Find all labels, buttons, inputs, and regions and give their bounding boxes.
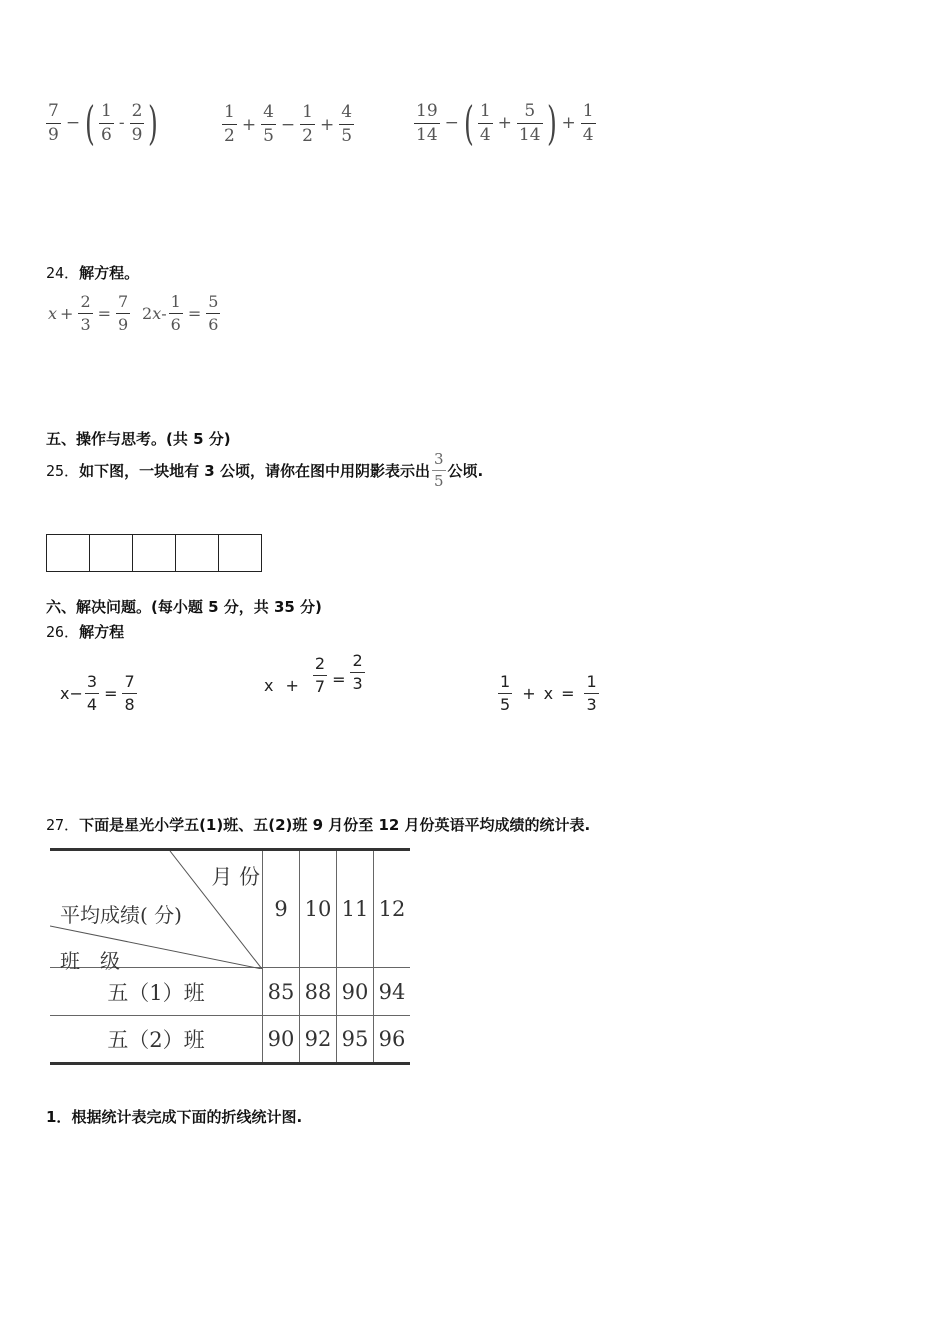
month-header: 10 <box>300 850 337 968</box>
fraction: $\frac{2}{9}$ <box>131 100 143 145</box>
land-cell[interactable] <box>133 535 176 571</box>
score-cell: 85 <box>263 968 300 1016</box>
header-class-label: 班 级 <box>60 949 120 973</box>
class-name-cell: 五（1）班 <box>50 968 263 1016</box>
table-row <box>50 968 410 1016</box>
table-header-row <box>50 850 410 968</box>
right-paren: ) <box>148 96 159 150</box>
fraction: $\frac{3}{5}$ <box>433 450 444 490</box>
operator: − <box>280 114 296 135</box>
fraction: $\frac{19}{14}$ <box>416 100 438 145</box>
fraction: $\frac{1}{6}$ <box>170 292 181 334</box>
score-cell: 92 <box>300 1016 337 1064</box>
fraction: $\frac{4}{5}$ <box>263 102 274 146</box>
month-header: 12 <box>374 850 411 968</box>
fraction: $\frac{4}{5}$ <box>341 102 353 146</box>
fraction: $\frac{2}{7}$ <box>314 654 326 696</box>
right-paren: ) <box>546 96 557 150</box>
fraction: $\frac{1}{2}$ <box>302 102 313 146</box>
question-25: 25． 如下图，一块地有 3 公顷，请你在图中用阴影表示出 $\frac{3}{5}$ 公顷. <box>46 450 484 490</box>
operator: + <box>497 113 512 133</box>
month-header: 11 <box>337 850 374 968</box>
section-6-title: 六、解决问题。(每小题 5 分，共 35 分) <box>46 598 322 616</box>
question-26-heading: 26．解方程 <box>46 623 125 641</box>
fraction: $\frac{1}{2}$ <box>224 102 235 146</box>
expression-3 <box>412 96 598 150</box>
land-cell[interactable] <box>90 535 133 571</box>
fraction: $\frac{1}{3}$ <box>586 672 597 714</box>
fraction: $\frac{1}{5}$ <box>500 672 511 714</box>
operator: + <box>561 113 576 133</box>
operator: + <box>241 114 257 135</box>
fraction: $\frac{7}{8}$ <box>124 672 135 714</box>
operator: − <box>444 113 459 133</box>
header-score-label: 平均成绩( 分) <box>60 903 182 927</box>
fraction: $\frac{1}{6}$ <box>101 100 112 145</box>
operator: + <box>319 114 335 135</box>
operator: - <box>118 113 125 133</box>
question-27-text: 27．下面是星光小学五(1)班、五(2)班 9 月份至 12 月份英语平均成绩的统计表. <box>46 816 591 834</box>
score-cell: 95 <box>337 1016 374 1064</box>
score-cell: 90 <box>337 968 374 1016</box>
score-cell: 94 <box>374 968 411 1016</box>
question-24-equation-1: x + $\frac{2}{3}$ = $\frac{7}{9}$ <box>48 292 129 334</box>
land-cell[interactable] <box>219 535 261 571</box>
month-header: 9 <box>263 850 300 968</box>
expression-1 <box>44 96 160 150</box>
question-27-sub-1: 1．根据统计表完成下面的折线统计图. <box>46 1108 303 1126</box>
question-24-equation-2: 2 x - $\frac{1}{6}$ = $\frac{5}{6}$ <box>142 292 219 334</box>
fraction: $\frac{7}{9}$ <box>118 292 129 334</box>
table-row <box>50 1016 410 1064</box>
fraction: $\frac{5}{14}$ <box>518 100 541 145</box>
score-cell: 96 <box>374 1016 411 1064</box>
fraction: $\frac{5}{6}$ <box>208 292 219 334</box>
score-table-wrapper <box>50 848 410 1065</box>
operator: − <box>65 113 81 133</box>
question-26-equation-3: $\frac{1}{5}$ + x = $\frac{1}{3}$ <box>500 672 597 714</box>
score-table <box>50 848 410 1065</box>
fraction: $\frac{7}{9}$ <box>48 100 59 145</box>
land-cell[interactable] <box>47 535 90 571</box>
fraction: $\frac{2}{3}$ <box>352 651 363 693</box>
expression-2 <box>220 104 356 145</box>
question-26-equation-1: x − $\frac{3}{4}$ = $\frac{7}{8}$ <box>60 672 135 714</box>
class-name-cell: 五（2）班 <box>50 1016 263 1064</box>
score-cell: 88 <box>300 968 337 1016</box>
land-cell[interactable] <box>176 535 219 571</box>
land-grid[interactable] <box>46 534 262 572</box>
fraction: $\frac{1}{4}$ <box>479 100 491 145</box>
section-5-title: 五、操作与思考。(共 5 分) <box>46 430 231 448</box>
diagonal-header-cell <box>50 850 263 973</box>
question-24-heading: 24．解方程。 <box>46 264 140 282</box>
fraction: $\frac{3}{4}$ <box>86 672 98 714</box>
header-month-label: 月 份 <box>211 865 260 889</box>
left-paren: ( <box>85 96 95 150</box>
question-26-equation-2: x + $\frac{2}{7}$ = $\frac{2}{3}$ <box>264 651 363 696</box>
left-paren: ( <box>463 96 474 150</box>
fraction: $\frac{2}{3}$ <box>80 292 91 334</box>
score-cell: 90 <box>263 1016 300 1064</box>
fraction: $\frac{1}{4}$ <box>582 100 594 145</box>
